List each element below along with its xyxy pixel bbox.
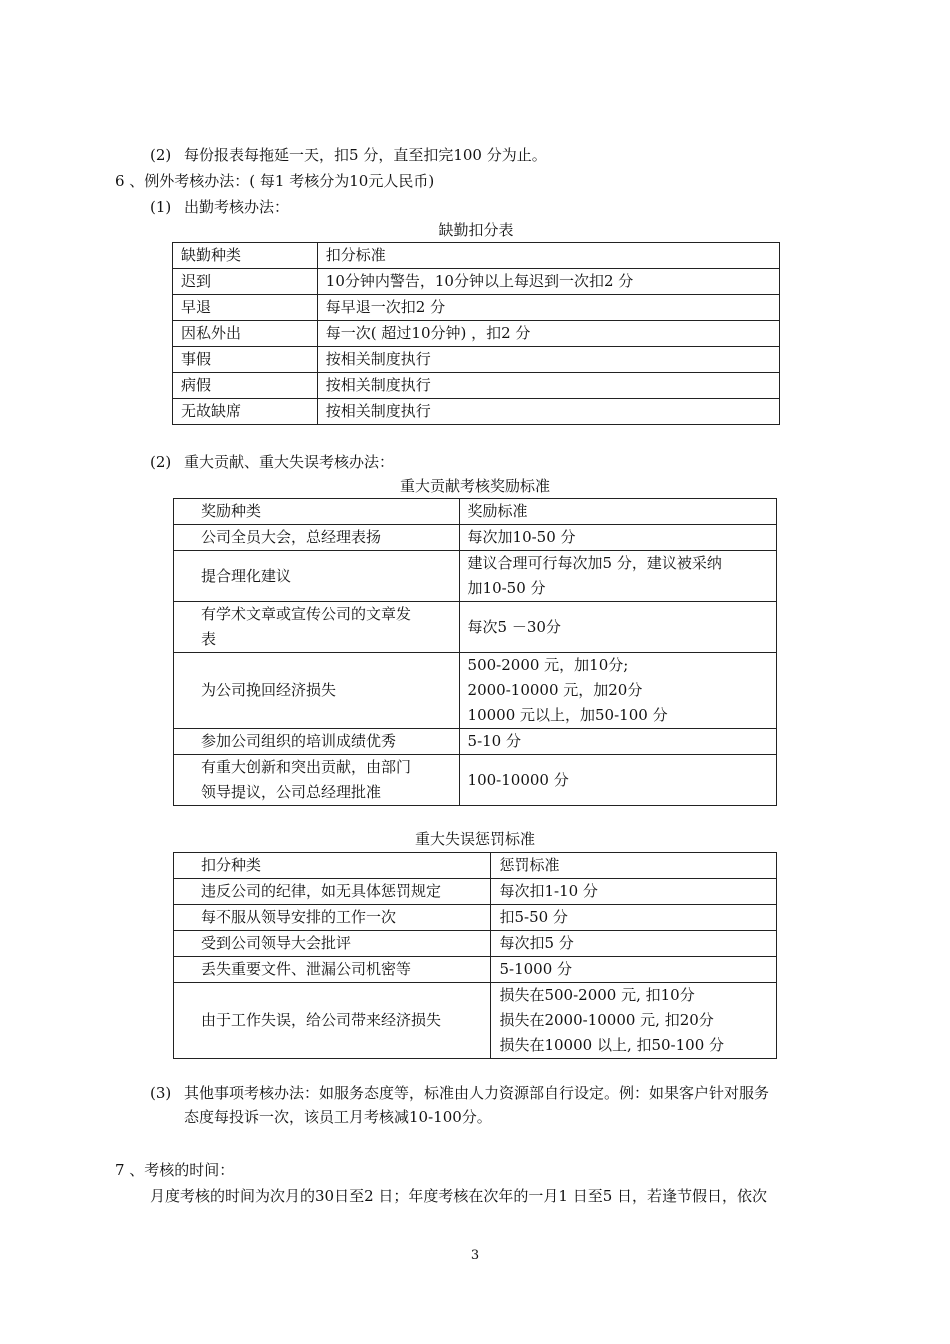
section-heading-exception-assessment: 6 、例外考核办法：( 每1 考核分为10元人民币) [115, 172, 435, 190]
table-cell [459, 551, 776, 602]
cell-text: 扣5-50 分 [499, 908, 568, 926]
reward-table-caption: 重大贡献考核奖励标准 [399, 477, 550, 495]
cell-text: 扣分标准 [325, 246, 386, 264]
table-row [173, 347, 780, 373]
cell-text: 500-2000 元，加10分; [467, 656, 629, 674]
cell-text: 为公司挽回经济损失 [201, 681, 337, 699]
cell-text: 早退 [181, 298, 212, 316]
attendance-table-caption: 缺勤扣分表 [438, 221, 514, 239]
table-cell [459, 499, 776, 525]
cell-text: 表 [201, 630, 217, 648]
reward-table [173, 498, 777, 806]
list-number: (2) [150, 453, 172, 471]
table-cell [317, 399, 779, 425]
cell-text: 丢失重要文件、泄漏公司机密等 [201, 960, 412, 978]
cell-text: 无故缺席 [181, 402, 242, 420]
table-cell [173, 269, 318, 295]
cell-text: 提合理化建议 [201, 566, 292, 585]
cell-text: 公司全员大会，总经理表扬 [201, 528, 382, 546]
list-number: (2) [150, 146, 172, 164]
table-row [173, 269, 780, 295]
table-row [174, 729, 777, 755]
table-cell [459, 653, 776, 729]
paragraph-text: 出勤考核办法： [184, 198, 290, 216]
paragraph-assessment-time: 月度考核的时间为次月的30日至2 日；年度考核在次年的一月1 日至5 日，若逢节假日，依次 [150, 1187, 768, 1205]
cell-text: 加10-50 分 [467, 579, 546, 597]
table-cell [173, 295, 318, 321]
table-cell [491, 879, 777, 905]
cell-text: 受到公司领导大会批评 [201, 934, 352, 952]
table-cell [174, 879, 491, 905]
table-cell [174, 983, 491, 1059]
table-row [174, 905, 777, 931]
cell-text: 因私外出 [181, 324, 242, 342]
cell-text: 违反公司的纪律，如无具体惩罚规定 [201, 882, 442, 900]
penalty-table-caption: 重大失误惩罚标准 [414, 830, 535, 848]
cell-text: 按相关制度执行 [325, 376, 431, 394]
table-row [174, 983, 777, 1059]
cell-text: 扣分种类 [201, 856, 262, 874]
cell-text: 2000-10000 元，加20分 [467, 681, 643, 699]
cell-text: 奖励种类 [201, 502, 262, 520]
table-cell [174, 653, 460, 729]
cell-text: 惩罚标准 [499, 856, 560, 874]
table-cell [491, 957, 777, 983]
cell-text: 按相关制度执行 [325, 350, 431, 368]
table-row [173, 373, 780, 399]
table-row [174, 879, 777, 905]
table-row [174, 551, 777, 602]
list-number: (1) [150, 198, 172, 216]
paragraph-other-matters-cont: 态度每投诉一次，该员工月考核减10-100分。 [184, 1108, 492, 1126]
paragraph-contribution-method [150, 452, 394, 472]
list-number: (3) [150, 1084, 172, 1102]
cell-text: 损失在2000-10000 元, 扣20分 [499, 1011, 714, 1029]
table-cell [459, 602, 776, 653]
table-header-row [174, 499, 777, 525]
section-heading-assessment-time: 7 、考核的时间： [115, 1161, 235, 1179]
cell-text: 每一次( 超过10分钟) ，扣2 分 [325, 324, 531, 342]
cell-text: 每早退一次扣2 分 [325, 298, 446, 316]
table-cell [459, 729, 776, 755]
cell-text: 由于工作失误，给公司带来经济损失 [201, 1011, 442, 1029]
table-header-row [173, 243, 780, 269]
cell-text: 100-10000 分 [467, 770, 569, 789]
cell-text: 损失在500-2000 元, 扣10分 [499, 986, 695, 1004]
cell-text: 建议合理可行每次加5 分，建议被采纳 [467, 554, 722, 572]
table-cell [174, 905, 491, 931]
table-cell [174, 931, 491, 957]
table-row [174, 957, 777, 983]
cell-text: 事假 [181, 350, 212, 368]
cell-text: 缺勤种类 [181, 246, 242, 264]
table-cell [174, 755, 460, 806]
table-cell [174, 853, 491, 879]
table-cell [317, 321, 779, 347]
table-row [174, 931, 777, 957]
cell-text: 病假 [181, 376, 212, 394]
penalty-table [173, 852, 777, 1059]
paragraph-attendance-method [150, 197, 289, 217]
table-cell [174, 525, 460, 551]
table-cell [173, 373, 318, 399]
page-number: 3 [470, 1248, 480, 1263]
table-cell [317, 269, 779, 295]
table-cell [491, 905, 777, 931]
cell-text: 10分钟内警告，10分钟以上每迟到一次扣2 分 [325, 272, 634, 290]
cell-text: 有重大创新和突出贡献，由部门 [201, 758, 412, 776]
paragraph-report-delay [150, 145, 547, 165]
cell-text: 迟到 [181, 272, 212, 290]
cell-text: 参加公司组织的培训成绩优秀 [201, 732, 397, 750]
table-cell [459, 755, 776, 806]
table-row [174, 653, 777, 729]
table-row [174, 525, 777, 551]
paragraph-text: 其他事项考核办法：如服务态度等，标准由人力资源部自行设定。例：如果客户针对服务 [184, 1084, 770, 1102]
table-cell [174, 602, 460, 653]
cell-text: 有学术文章或宣传公司的文章发 [201, 605, 412, 623]
cell-text: 每次加10-50 分 [467, 528, 576, 546]
table-cell [173, 243, 318, 269]
cell-text: 5-1000 分 [499, 960, 573, 978]
table-row [173, 295, 780, 321]
cell-text: 领导提议，公司总经理批准 [201, 783, 382, 801]
table-row [173, 321, 780, 347]
cell-text: 每次扣1-10 分 [499, 882, 598, 900]
table-cell [174, 499, 460, 525]
table-cell [173, 399, 318, 425]
table-header-row [174, 853, 777, 879]
cell-text: 5-10 分 [467, 732, 521, 750]
cell-text: 每不服从领导安排的工作一次 [201, 908, 397, 926]
table-cell [317, 295, 779, 321]
attendance-table [172, 242, 780, 425]
table-row [174, 755, 777, 806]
table-cell [174, 551, 460, 602]
table-cell [491, 983, 777, 1059]
paragraph-other-matters [150, 1083, 769, 1103]
cell-text: 每次扣5 分 [499, 934, 574, 952]
cell-text: 10000 元以上，加50-100 分 [467, 706, 668, 724]
cell-text: 每次5 －30分 [467, 617, 561, 636]
table-cell [317, 243, 779, 269]
table-cell [174, 957, 491, 983]
table-cell [173, 347, 318, 373]
table-cell [317, 347, 779, 373]
table-row [174, 602, 777, 653]
paragraph-text: 每份报表每拖延一天，扣5 分，直至扣完100 分为止。 [184, 146, 547, 164]
table-cell [491, 931, 777, 957]
table-cell [491, 853, 777, 879]
table-cell [317, 373, 779, 399]
paragraph-text: 重大贡献、重大失误考核办法： [184, 453, 395, 471]
table-cell [174, 729, 460, 755]
cell-text: 奖励标准 [467, 502, 528, 520]
table-cell [459, 525, 776, 551]
table-cell [173, 321, 318, 347]
cell-text: 按相关制度执行 [325, 402, 431, 420]
table-row [173, 399, 780, 425]
cell-text: 损失在10000 以上, 扣50-100 分 [499, 1036, 725, 1054]
